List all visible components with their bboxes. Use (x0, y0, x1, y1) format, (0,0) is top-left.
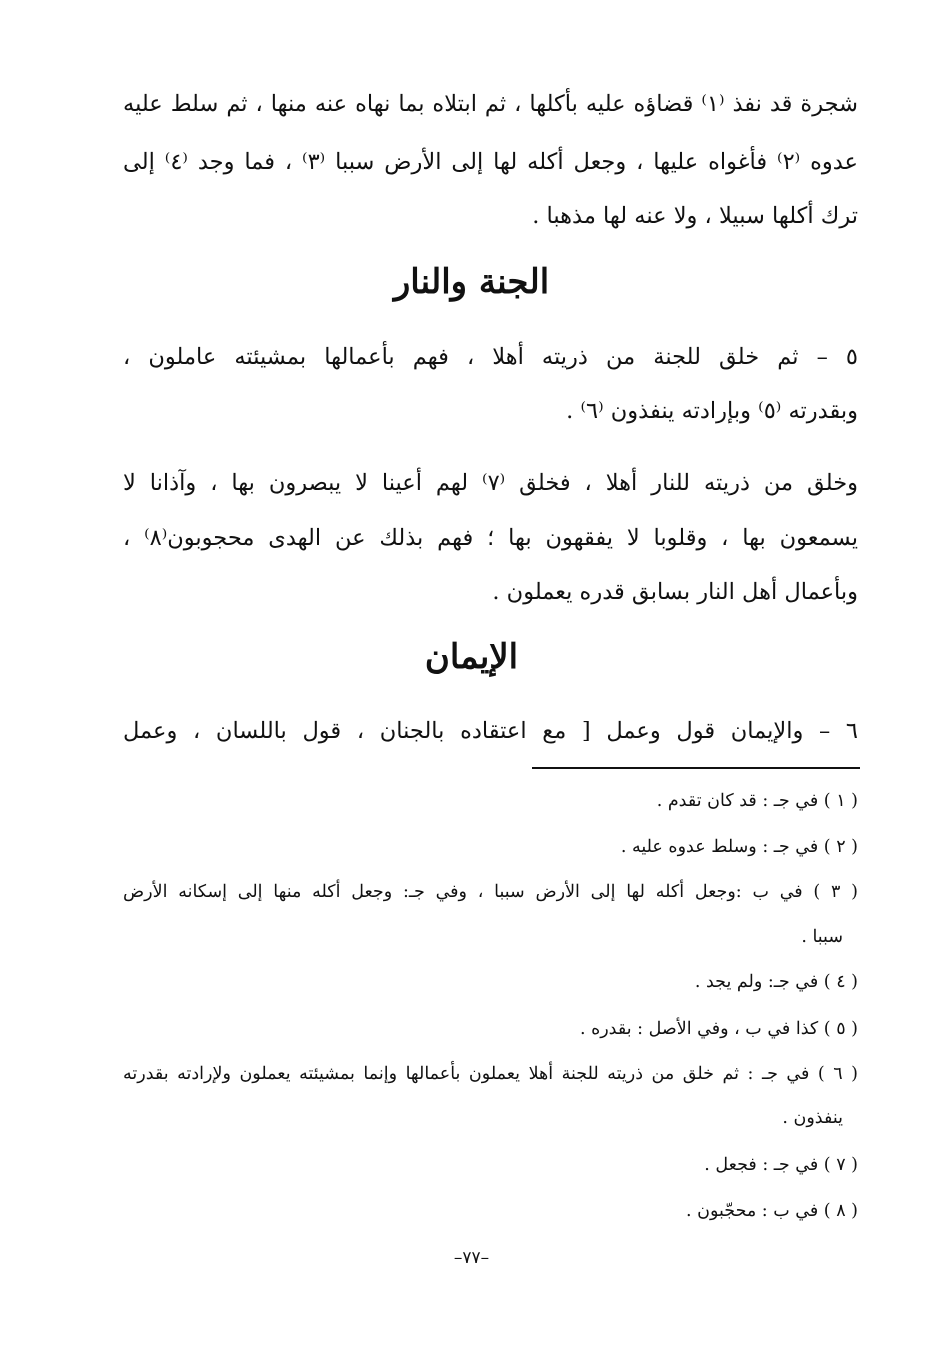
footnote-3-continuation: سببا . (801, 927, 843, 947)
body-line-1: شجرة قد نفذ ⁽١⁾ قضاؤه عليه بأكلها ، ثم ابتلاه بما نهاه عنه منها ، ثم سلط عليه (123, 91, 858, 117)
footnote-2: ( ٢ ) في جـ : وسلط عدوه عليه . (620, 837, 858, 857)
section-2-line-3: وبأعمال أهل النار بسابق قدره يعملون . (492, 579, 858, 605)
footnote-3: ( ٣ ) في ب :وجعل أكله لها إلى الأرض سببا ، وفي جـ: وجعل أكله منها إلى إسكانه الأرض (123, 882, 858, 902)
section-2-line-2: يسمعون بها ، وقلوبا لا يفقهون بها ؛ فهم بذلك عن الهدى محجوبون⁽٨⁾ ، (123, 525, 858, 551)
footnote-divider (532, 767, 860, 769)
section-heading-paradise-fire: الجنة والنار (393, 262, 550, 302)
body-line-3: ترك أكلها سبيلا ، ولا عنه لها مذهبا . (532, 203, 858, 229)
footnote-6: ( ٦ ) في جـ : ثم خلق من ذريته للجنة أهلا يعملون بأعمالها وإنما بمشيئته يعملون ولإرادته بقدرته (123, 1064, 859, 1084)
footnote-4: ( ٤ ) في جـ: ولم يجد . (694, 972, 858, 992)
body-line-2: عدوه ⁽٢⁾ فأغواه عليها ، وجعل أكله لها إلى الأرض سببا ⁽٣⁾ ، فما وجد ⁽٤⁾ إلى (123, 149, 858, 175)
section-1-line-2: وبقدرته ⁽٥⁾ وبإرادته ينفذون ⁽٦⁾ . (566, 398, 858, 424)
footnote-1: ( ١ ) في جـ : قد كان تقدم . (656, 791, 858, 811)
section-heading-faith: الإيمان (424, 637, 519, 677)
section-3-line-1: ٦ – والإيمان قول وعمل [ مع اعتقاده بالجنان ، قول باللسان ، وعمل (123, 718, 858, 744)
footnote-7: ( ٧ ) في جـ : فجعل . (704, 1155, 858, 1175)
page-number: –٧٧– (453, 1248, 490, 1268)
section-1-line-1: ٥ – ثم خلق للجنة من ذريته أهلا ، فهم بأعمالها بمشيئته عاملون ، (123, 344, 858, 370)
footnote-5: ( ٥ ) كذا في ب ، وفي الأصل : بقدره . (579, 1019, 858, 1039)
footnote-8: ( ٨ ) في ب : محجّبون . (685, 1201, 858, 1221)
section-2-line-1: وخلق من ذريته للنار أهلا ، فخلق ⁽٧⁾ لهم أعينا لا يبصرون بها ، وآذانا لا (123, 470, 858, 496)
footnote-6-continuation: ينفذون . (782, 1108, 843, 1128)
